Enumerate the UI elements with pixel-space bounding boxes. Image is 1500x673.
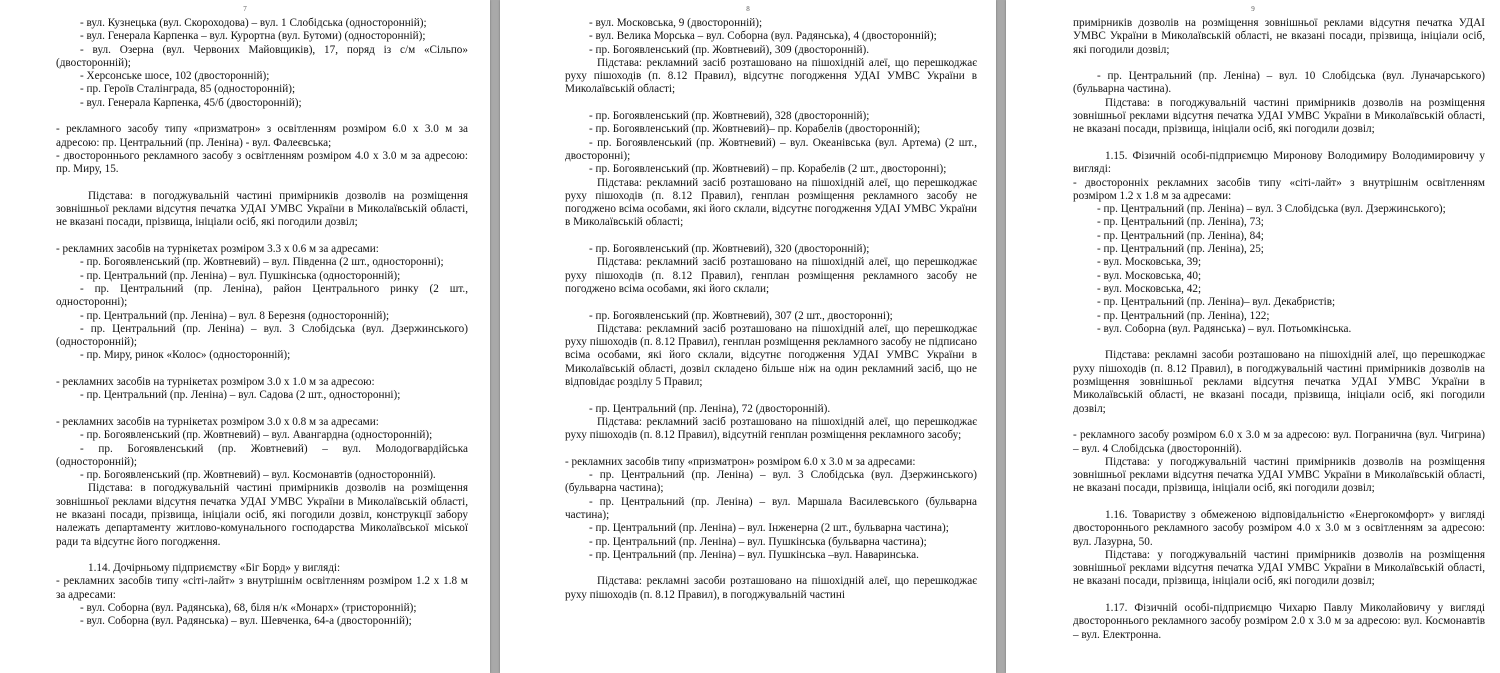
address-item: - Херсонське шосе, 102 (двосторонній); [80, 70, 270, 83]
basis-paragraph: Підстава: в погоджувальній частині примірників дозволів на розміщення зовнішньої реклами відсутня печатка УДАІ УМВС України в Миколаївській області, не вказані посади, прізвища, ініціали осіб, які погодили дозвіл; [1073, 96, 1485, 136]
blank-line [56, 549, 468, 562]
address-item: - вул. Кузнецька (вул. Скороходова) – вул. 1 Слобідська (односторонній); [80, 17, 427, 29]
address-item: - пр. Богоявленський (пр. Жовтневий) – вул. Авангардна (односторонній); [80, 429, 433, 442]
address-item: - пр. Богоявленський (пр. Жовтневий), 307 (2 шт., двосторонні); [589, 309, 893, 322]
address-item: - пр. Центральний (пр. Леніна) – вул. Інженерна (2 шт., бульварна частина); [589, 522, 949, 535]
blank-line [1073, 57, 1485, 70]
page-content [565, 17, 977, 602]
blank-line [56, 177, 468, 190]
text-paragraph: - рекламного засобу розміром 6.0 х 3.0 м за адресою: вул. Погранична (вул. Чигрина) – вул. 4 Слобідська (двосторонній). [1073, 429, 1485, 455]
document-page-7 [0, 0, 490, 673]
address-item: - пр. Центральний (пр. Леніна)– вул. Декабристів; [1097, 296, 1336, 309]
address-item: - пр. Центральний (пр. Леніна) – вул. Маршала Василевського (бульварна частина); [565, 495, 977, 521]
address-item: - пр. Центральний (пр. Леніна), 84; [1097, 229, 1264, 242]
address-item: - вул. Московська, 39; [1097, 256, 1202, 269]
address-item: - пр. Миру, ринок «Колос» (односторонній); [80, 349, 291, 362]
basis-paragraph: Підстава: рекламний засіб розташовано на пішохідній алеї, що перешкоджає руху пішоходів (п. 8.12 Правил), генплан розміщення рекламного засобу не погоджено всіма особами, які його склали; [565, 256, 977, 295]
text-paragraph: - рекламних засобів на турнікетах розміром 3.0 х 0.8 м за адресами: [56, 415, 379, 428]
address-item: - вул. Соборна (вул. Радянська) – вул. Потьомкінська. [1097, 322, 1352, 335]
text-paragraph: - рекламних засобів на турнікетах розміром 3.0 х 1.0 м за адресою: [56, 376, 375, 389]
address-item: - пр. Богоявленський (пр. Жовтневий)– пр. Корабелів (двосторонній); [589, 123, 921, 136]
section-heading: 1.15. Фізичній особі-підприємцю Миронову Володимиру Володимировичу у вигляді: [1073, 149, 1485, 176]
blank-line [56, 230, 468, 243]
address-item: - пр. Богоявленський (пр. Жовтневий), 309 (двосторонній). [589, 43, 870, 56]
address-item: - вул. Велика Морська – вул. Соборна (вул. Радянська), 4 (двосторонній); [589, 30, 937, 43]
section-heading: 1.14. Дочірньому підприємству «Біг Борд» у вигляді: [88, 562, 341, 575]
basis-paragraph: Підстава: в погоджувальній частині примірників дозволів на розміщення зовнішньої реклами відсутня печатка УДАІ УМВС України в Миколаївській області, не вказані посади, прізвища, ініціали осіб, які погодили дозвіл; [56, 189, 468, 229]
page-number: 9 [1251, 5, 1255, 13]
basis-paragraph: Підстава: рекламний засіб розташовано на пішохідній алеї, що перешкоджає руху пішоходів (п. 8.12 Правил), відсутній генплан розміщення рекламного засобу; [565, 415, 977, 442]
blank-line [1073, 416, 1485, 429]
address-item: - пр. Центральний (пр. Леніна) – вул. Садова (2 шт., односторонні); [80, 389, 401, 402]
basis-paragraph: Підстава: рекламні засоби розташовано на пішохідній алеї, що перешкоджає руху пішоходів (п. 8.12 Правил), в погоджувальній частині примірників дозволів на розміщення зовнішньої реклами відсутня печатка УДАІ УМВС України в Миколаївській області, не вказані посади, прізвища, ініціали осіб, які погодили дозвіл; [1073, 349, 1485, 415]
blank-line [1073, 589, 1485, 602]
blank-line [1073, 336, 1485, 349]
page-number: 7 [243, 5, 247, 13]
section-heading: 1.16. Товариству з обмеженою відповідальністю «Енергокомфорт» у вигляді двостороннього рекламного засобу розміром 4.0 х 3.0 м з освітленням за адресою: вул. Лазурна, 50. [1073, 508, 1485, 548]
blank-line [56, 110, 468, 123]
blank-line [565, 389, 977, 402]
address-item: - пр. Центральний (пр. Леніна), район Центрального ринку (2 шт., односторонні); [56, 282, 468, 309]
address-item: - вул. Озерна (вул. Червоних Майовщиків), 17, поряд із с/м «Сільпо» (двосторонній); [56, 43, 468, 69]
page-number: 8 [746, 5, 750, 13]
blank-line [1073, 137, 1485, 150]
address-item: - пр. Центральний (пр. Леніна), 25; [1097, 243, 1264, 256]
blank-line [1073, 496, 1485, 509]
basis-paragraph: Підстава: рекламний засіб розташовано на пішохідній алеї, що перешкоджає руху пішоходів (п. 8.12 Правил), відсутнє погодження УДАІ УМВС України в Миколаївській області; [565, 56, 977, 96]
text-paragraph: - рекламного засобу типу «призматрон» з освітленням розміром 6.0 х 3.0 м за адресою: пр. Центральний (пр. Леніна) - вул. Фалеєвська; [56, 123, 468, 149]
address-item: - пр. Центральний (пр. Леніна) – вул. Пушкінська (бульварна частина); [589, 535, 927, 548]
address-item: - вул. Соборна (вул. Радянська) – вул. Шевченка, 64-а (двосторонній); [80, 615, 412, 628]
blank-line [565, 562, 977, 575]
address-item: - вул. Соборна (вул. Радянська), 68, біля н/к «Монарх» (тристоронній); [80, 602, 417, 615]
address-item: - пр. Центральний (пр. Леніна), 73; [1097, 216, 1264, 229]
basis-paragraph: Підстава: рекламні засоби розташовано на пішохідній алеї, що перешкоджає руху пішоходів (п. 8.12 Правил), в погоджувальній частині [565, 575, 977, 601]
address-item: - вул. Генерала Карпенка – вул. Курортна (вул. Бутоми) (односторонній); [80, 30, 426, 43]
blank-line [56, 363, 468, 376]
address-item: - пр. Богоявленський (пр. Жовтневий) – вул. Океанівська (вул. Артема) (2 шт., двосторонні); [565, 136, 977, 162]
address-item: - пр. Героїв Сталінграда, 85 (односторонній); [80, 83, 296, 96]
blank-line [56, 403, 468, 416]
address-item: - вул. Московська, 42; [1097, 282, 1202, 295]
address-item: - пр. Центральний (пр. Леніна) – вул. 3 Слобідська (вул. Дзержинського) (односторонній); [56, 322, 468, 349]
address-item: - вул. Московська, 40; [1097, 269, 1202, 282]
blank-line [565, 443, 977, 456]
text-paragraph: - рекламних засобів на турнікетах розміром 3.3 х 0.6 м за адресами: [56, 243, 379, 256]
address-item: - пр. Центральний (пр. Леніна) – вул. 8 Березня (односторонній); [80, 309, 390, 322]
address-item: - вул. Московська, 9 (двосторонній); [589, 17, 763, 29]
document-page-9 [1006, 0, 1500, 673]
address-item: - пр. Богоявленський (пр. Жовтневий) – вул. Космонавтів (односторонній). [80, 469, 436, 482]
address-item: - вул. Генерала Карпенка, 45/б (двосторонній); [80, 96, 302, 109]
blank-line [565, 97, 977, 110]
text-paragraph: - рекламних засобів типу «сіті-лайт» з внутрішнім освітленням розміром 1.2 х 1.8 м за адресами: [56, 575, 468, 601]
text-paragraph: - рекламних засобів типу «призматрон» розміром 6.0 х 3.0 м за адресами: [565, 455, 916, 468]
address-item: - пр. Богоявленський (пр. Жовтневий), 328 (двосторонній); [589, 110, 870, 123]
address-item: - пр. Богоявленський (пр. Жовтневий) – вул. Південна (2 шт., односторонні); [80, 256, 444, 269]
blank-line [565, 296, 977, 309]
basis-paragraph: Підстава: рекламний засіб розташовано на пішохідній алеї, що перешкоджає руху пішоходів (п. 8.12 Правил), генплан розміщення рекламного засобу не підписано всіма особами, які його склали, відсутнє погодження УДАІ УМВС України в Миколаївській області, дозвіл складено більше ніж на один рекламний засіб, що не відповідає розділу 5 Правил; [565, 322, 977, 389]
address-item: - пр. Центральний (пр. Леніна), 122; [1097, 309, 1270, 322]
blank-line [565, 230, 977, 243]
text-paragraph: - двосторонніх рекламних засобів типу «сіті-лайт» з внутрішнім освітленням розміром 1.2 х 1.8 м за адресами: [1073, 176, 1485, 202]
address-item: - пр. Центральний (пр. Леніна) – вул. 3 Слобідська (вул. Дзержинського); [1097, 203, 1446, 216]
basis-paragraph: Підстава: в погоджувальній частині примірників дозволів на розміщення зовнішньої реклами відсутня печатка УДАІ УМВС України в Миколаївській області, не вказані посади, прізвища, ініціали осіб, які погодили дозвіл, конструкції забору належать департаменту житлово-комунального господарства Миколаївської міської ради та відсутнє його погодження. [56, 482, 468, 548]
address-item: - пр. Центральний (пр. Леніна), 72 (двосторонній). [589, 402, 831, 415]
address-item: - пр. Центральний (пр. Леніна) – вул. Пушкінська –вул. Наваринська. [589, 548, 919, 561]
text-paragraph: примірників дозволів на розміщення зовнішньої реклами відсутня печатка УДАІ УМВС України в Миколаївській області, не вказані посади, прізвища, ініціали осіб, які погодили дозвіл; [1073, 17, 1485, 56]
address-item: - пр. Центральний (пр. Леніна) – вул. 3 Слобідська (вул. Дзержинського) (бульварна частина); [565, 469, 977, 495]
address-item: - пр. Богоявленський (пр. Жовтневий) – вул. Молодогвардійська (односторонній); [56, 442, 468, 468]
page-content [56, 17, 468, 629]
address-item: - пр. Центральний (пр. Леніна) – вул. Пушкінська (односторонній); [80, 269, 401, 282]
basis-paragraph: Підстава: у погоджувальній частині примірників дозволів на розміщення зовнішньої реклами відсутня печатка УДАІ УМВС України в Миколаївській області, не вказані посади, прізвища, ініціали осіб, які погодили дозвіл; [1073, 455, 1485, 495]
address-item: - пр. Богоявленський (пр. Жовтневий) – пр. Корабелів (2 шт., двосторонні); [589, 163, 947, 176]
text-paragraph: - двостороннього рекламного засобу з освітленням розміром 4.0 х 3.0 м за адресою: пр. Миру, 15. [56, 149, 468, 176]
section-heading: 1.17. Фізичній особі-підприємцю Чихарю Павлу Миколайовичу у вигляді двостороннього рекламного засобу розміром 2.0 х 3.0 м за адресою: вул. Космонавтів – вул. Електронна. [1073, 602, 1485, 641]
address-item: - пр. Центральний (пр. Леніна) – вул. 10 Слобідська (вул. Луначарського) (бульварна частина). [1073, 70, 1485, 96]
basis-paragraph: Підстава: у погоджувальній частині примірників дозволів на розміщення зовнішньої реклами відсутня печатка УДАІ УМВС України в Миколаївській області, не вказані посади, прізвища, ініціали осіб, які погодили дозвіл; [1073, 548, 1485, 588]
address-item: - пр. Богоявленський (пр. Жовтневий), 320 (двосторонній); [589, 243, 870, 256]
basis-paragraph: Підстава: рекламний засіб розташовано на пішохідній алеї, що перешкоджає руху пішоходів (п. 8.12 Правил), генплан розміщення рекламного засобу не погоджено всіма особами, які його склали, відсутнє погодження УДАІ УМВС України в Миколаївській області; [565, 176, 977, 229]
document-page-8 [500, 0, 996, 673]
page-content [1073, 17, 1485, 642]
